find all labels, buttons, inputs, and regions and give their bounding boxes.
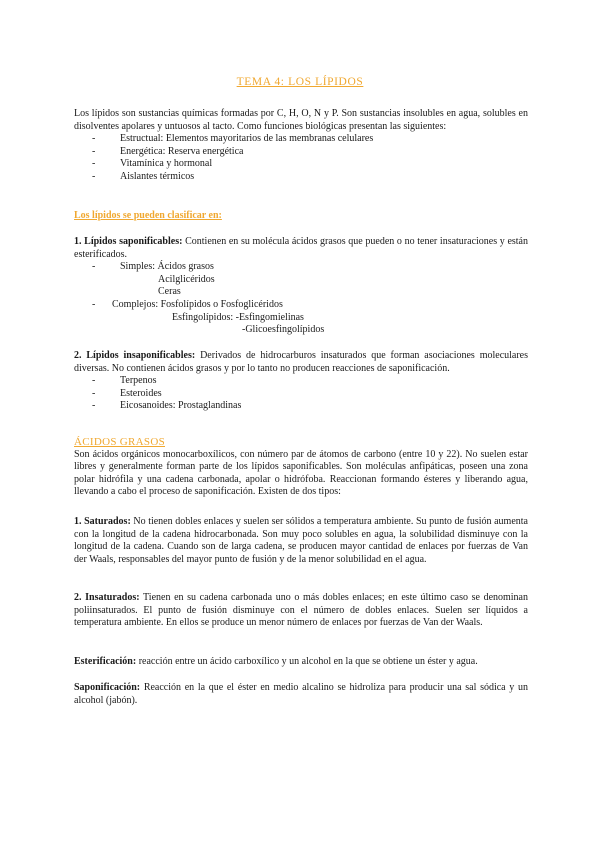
intro-section <box>74 108 528 184</box>
esterificacion-text: reacción entre un ácido carboxílico y un alcohol en la que se obtiene un éster y agua. <box>138 656 478 667</box>
saponificables-section <box>74 236 528 337</box>
list-item: - Esteroides <box>74 388 528 401</box>
saturados-text: No tienen dobles enlaces y suelen ser sólidos a temperatura ambiente. Su punto de fusión aumenta con la longitud de la cadena hidrocarbonada. Son muy poco solubles en agua, la solubilidad disminuye con la longitud de la cadena. Cuando son de larga cadena, se producen mayor cantidad de enlaces por fuerzas de Van der Waals, responsables del mayor punto de fusión y de la menor solubilidad en el agua. <box>74 516 528 565</box>
acidos-heading: ÁCIDOS GRASOS <box>74 436 166 448</box>
list-item: - Estructual: Elementos mayoritarios de las membranas celulares <box>74 133 528 146</box>
list-item: - Energética: Reserva energética <box>74 146 528 159</box>
saponificables-list <box>74 261 528 274</box>
intro-paragraph: Los lípidos son sustancias químicas formadas por C, H, O, N y P. Son sustancias insolubles en agua, solubles en disolventes apolares y untuosos al tacto. Como funciones biológicas presentan las siguientes: <box>74 108 528 132</box>
classify-section <box>74 210 528 223</box>
saponificables-label: 1. Lípidos saponificables: <box>74 236 183 247</box>
list-item: - Terpenos <box>74 375 528 388</box>
classify-heading: Los lípidos se pueden clasificar en: <box>74 210 222 221</box>
list-item: - Aislantes térmicos <box>74 171 528 184</box>
insaponificables-label: 2. Lípidos insaponificables: <box>74 350 196 361</box>
page-title: TEMA 4: LOS LÍPIDOS <box>236 76 364 88</box>
saturados-label: 1. Saturados: <box>74 516 131 527</box>
insaturados-label: 2. Insaturados: <box>74 592 140 603</box>
simples-sub-item: Ceras <box>158 286 181 298</box>
saponificacion-text: Reacción en la que el éster en medio alcalino se hidroliza para producir una sal sódica y un alcohol (jabón). <box>74 682 528 706</box>
acidos-paragraph: Son ácidos orgánicos monocarboxílicos, con número par de átomos de carbono (entre 10 y 22). No suelen estar libres y generalmente forman parte de los lípidos saponificables. Son moléculas anfipáticas, poseen una zona polar hidrófila y una cadena carbonada, apolar o hidrófoba. Reaccionan formando ésteres y liberando agua, llevando a cabo el proceso de saponificación. Existen de dos tipos: <box>74 448 528 498</box>
saponificables-text: Contienen en su molécula ácidos grasos que pueden o no tener insaturaciones y están esterificados. <box>74 236 528 260</box>
list-item: - Eicosanoides: Prostaglandinas <box>74 400 528 413</box>
saponificacion-label: Saponificación: <box>74 682 141 693</box>
esterificacion-section <box>74 656 528 669</box>
insaponificables-list <box>74 375 528 413</box>
insaponificables-text: Derivados de hidrocarburos insaturados que forman asociaciones moleculares diversas. No contienen ácidos grasos y por lo tanto no producen reacciones de saponificación. <box>74 350 529 374</box>
insaturados-section <box>74 592 528 630</box>
list-item: - Vitamínica y hormonal <box>74 158 528 171</box>
saturados-section <box>74 516 528 566</box>
acidos-section <box>74 436 528 499</box>
simples-item: - Simples: Ácidos grasos <box>74 261 528 274</box>
saponificacion-section <box>74 682 528 707</box>
insaturados-text: Tienen en su cadena carbonada uno o más dobles enlaces; en este último caso se denominan poliinsaturados. El punto de fusión disminuye con el número de dobles enlaces. Suelen ser líquidos a temperatura ambiente. En ellos se produce un menor número de enlaces por fuerzas de Van der Waals. <box>74 592 528 629</box>
esterificacion-label: Esterificación: <box>74 656 137 667</box>
simples-sub-item: Acilglicéridos <box>158 273 215 285</box>
insaponificables-section <box>74 350 528 413</box>
esfingo-sub-item: -Glicoesfingolípidos <box>242 324 325 336</box>
complejos-item: - Complejos: Fosfolípidos o Fosfoglicéridos <box>74 299 528 312</box>
esfingo-item: Esfingolípidos: -Esfingomielinas <box>172 311 304 323</box>
functions-list <box>74 133 528 183</box>
